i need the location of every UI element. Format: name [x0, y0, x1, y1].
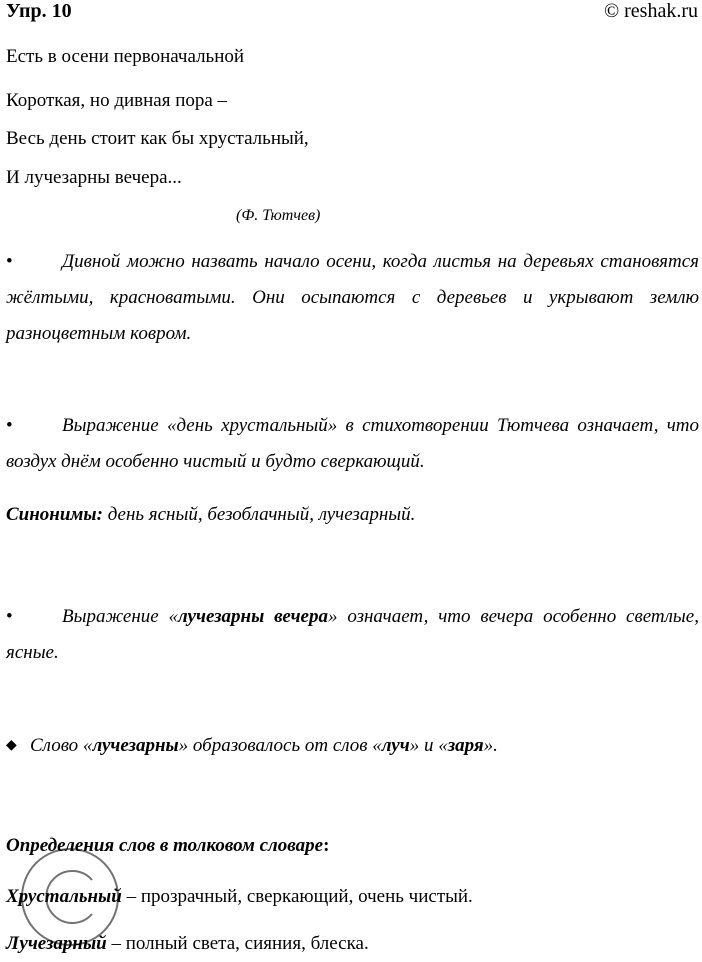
bullet-4-word-3: заря	[447, 735, 484, 756]
definitions-heading-text: Определения слов в толковом словаре	[6, 835, 324, 856]
bullet-paragraph-2	[6, 408, 699, 480]
synonyms-line	[6, 504, 415, 526]
bullet-4-part-1: Слово «	[30, 735, 93, 756]
synonyms-label: Синонимы:	[6, 504, 103, 525]
bullet-4-word-2: луч	[381, 735, 410, 756]
bullet-1-text: Дивной можно назвать начало осени, когда листья на деревьях становятся жёлтыми, красноватыми. Они осыпаются с деревьев и укрывают землю разноцветным ковром.	[6, 251, 699, 344]
bullet-icon: •	[6, 415, 13, 436]
bullet-paragraph-1	[6, 244, 699, 352]
poem-line-1: Есть в осени первоначальной	[6, 46, 245, 67]
bullet-paragraph-3	[6, 599, 699, 671]
definitions-heading	[6, 835, 329, 857]
bullet-icon: •	[6, 251, 13, 272]
poem-author: (Ф. Тютчев)	[236, 207, 321, 224]
definition-item-1	[6, 886, 473, 908]
bullet-paragraph-4	[6, 735, 498, 757]
bullet-4-part-2: » образовалось от слов «	[178, 735, 382, 756]
bullet-4-part-3: » и «	[409, 735, 448, 756]
definition-dash: –	[106, 933, 126, 954]
definition-meaning: прозрачный, сверкающий, очень чистый.	[140, 886, 473, 907]
definition-term: Хрустальный	[6, 886, 122, 907]
definition-dash: –	[121, 886, 141, 907]
bullet-3-post: » означает, что вечера особенно светлые, ясные.	[6, 606, 699, 663]
bullet-3-pre: Выражение «	[62, 606, 179, 627]
exercise-number: Упр. 10	[6, 0, 72, 22]
definition-term: Лучезарный	[6, 933, 107, 954]
definition-meaning: полный света, сияния, блеска.	[125, 933, 369, 954]
synonyms-text: день ясный, безоблачный, лучезарный.	[102, 504, 416, 525]
bullet-icon: •	[6, 606, 13, 627]
bullet-3-bold: лучезарны вечера	[178, 606, 328, 627]
bullet-2-text: Выражение «день хрустальный» в стихотворении Тютчева означает, что воздух днём особенно чистый и будто сверкающий.	[6, 415, 699, 472]
poem-line-4: И лучезарны вечера...	[6, 167, 182, 188]
poem-line-3: Весь день стоит как бы хрустальный,	[6, 128, 309, 149]
definitions-heading-colon: :	[323, 835, 330, 856]
bullet-4-part-4: ».	[483, 735, 498, 756]
poem-line-2: Короткая, но дивная пора –	[6, 90, 228, 111]
bullet-4-word-1: лучезарны	[92, 735, 179, 756]
diamond-bullet-icon: ◆	[6, 738, 17, 753]
definition-item-2	[6, 933, 369, 955]
copyright-label: © reshak.ru	[603, 0, 698, 22]
